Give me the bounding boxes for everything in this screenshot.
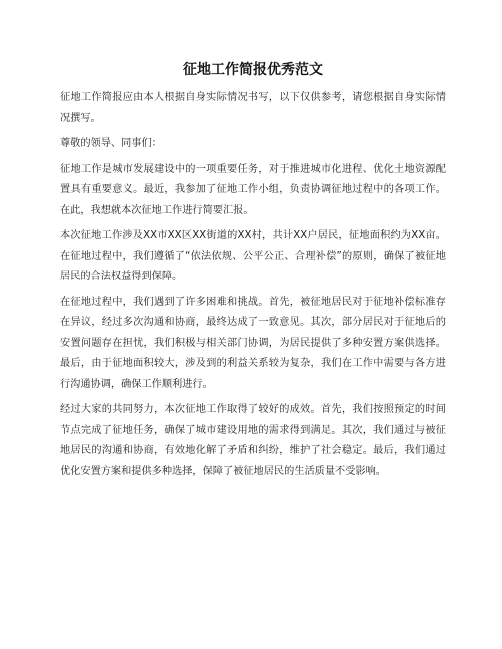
body-paragraph: 征地工作是城市发展建设中的一项重要任务，对于推进城市化进程、优化土地资源配置具有重要意义。最近，我参加了征地工作小组，负责协调征地过程中的各项工作。在此，我想就本次征地工作进行简要汇报。 [60, 163, 446, 216]
body-paragraph: 经过大家的共同努力，本次征地工作取得了较好的成效。首先，我们按照预定的时间节点完成了征地任务，确保了城市建设用地的需求得到满足。其次，我们通过与被征地居民的沟通和协商，有效地化解了矛盾和纠纷，维护了社会稳定。最后，我们通过优化安置方案和提供多种选择，保障了被征地居民的生活质量不受影响。 [60, 404, 446, 477]
body-paragraph: 本次征地工作涉及XX市XX区XX街道的XX村，共计XX户居民，征地面积约为XX亩。在征地过程中，我们遵循了“依法依规、公平公正、合理补偿”的原则，确保了被征地居民的合法权益得到保障。 [60, 230, 446, 282]
body-paragraph: 在征地过程中，我们遇到了许多困难和挑战。首先，被征地居民对于征地补偿标准存在异议，经过多次沟通和协商，最终达成了一致意见。其次，部分居民对于征地后的安置问题存在担忧，我们积极与相关部门协调，为居民提供了多种安置方案供选择。最后，由于征地面积较大，涉及到的利益关系较为复杂，我们在工作中需要与各方进行沟通协调，确保工作顺利进行。 [60, 296, 446, 390]
salutation: 尊敬的领导、同事们： [60, 138, 162, 149]
document-title: 征地工作简报优秀范文 [183, 62, 323, 78]
intro-note: 征地工作简报应由本人根据自身实际情况书写，以下仅供参考，请您根据自身实际情况撰写。 [60, 92, 446, 124]
